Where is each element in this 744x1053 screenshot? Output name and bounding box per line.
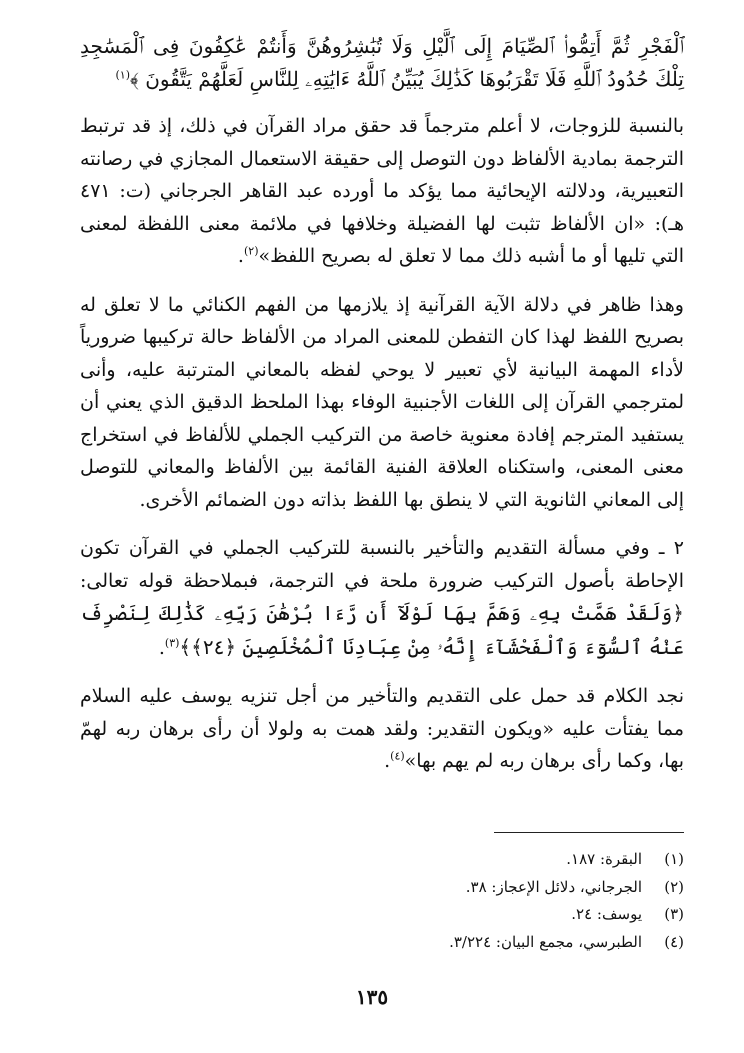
footnote-item — [84, 901, 684, 929]
footnote-text: الطبرسي، مجمع البيان: ٣/٢٢٤. — [449, 932, 642, 951]
footnote-text: الجرجاني، دلائل الإعجاز: ٣٨. — [465, 877, 642, 896]
footnote-number: (٢) — [664, 877, 684, 896]
paragraph-3: ٢ ـ وفي مسألة التقديم والتأخير بالنسبة للتركيب الجملي في القرآن تكون الإحاطة بأصول التركيب ضرورة ملحة في الترجمة، فبملاحظة قوله تعالى: ﴿وَلَقَدْ هَمَّتْ بِهِۦ وَهَمَّ بِهَا لَوْلَآ أَن رَّءَا بُرْهَٰنَ رَبِّهِۦ كَذَٰلِكَ لِنَصْرِفَ عَنْهُ ٱلسُّوٓءَ وَٱلْفَحْشَآءَ إِنَّهُۥ مِنْ عِبَادِنَا ٱلْمُخْلَصِينَ ﴿٢٤﴾﴾$^{(٣)}$. — [80, 537, 684, 659]
footnote-ref-1[interactable]: (١) — [115, 68, 130, 82]
footnote-ref-2[interactable]: (٢) — [243, 244, 259, 258]
paragraph-4: نجد الكلام قد حمل على التقديم والتأخير من أجل تنزيه يوسف عليه السلام مما يفتأت عليه «ويكون التقدير: ولقد همت به ولولا أن رأى برهان ربه لهمّ بها، وكما رأى برهان ربه لم يهم بها»$^{(٤)}$. — [80, 685, 684, 772]
footnote-item — [84, 846, 684, 874]
footnote-ref-3[interactable]: (٣) — [164, 636, 180, 650]
paragraph-1: بالنسبة للزوجات، لا أعلم مترجماً قد حقق مراد القرآن في ذلك، إذ قد ترتبط الترجمة بمادية الألفاظ دون التوصل إلى حقيقة الاستعمال المجازي في رصانته التعبيرية، ودلالته الإيحائية مما يؤكد ما أورده عبد القاهر الجرجاني (ت: ٤٧١ هـ): «ان الألفاظ تثبت لها الفضيلة وخلافها في ملائمة معنى اللفظة لمعنى التي تليها أو ما أشبه ذلك مما لا تعلق له بصريح اللفظ»$^{(٢)}$. — [80, 115, 684, 267]
footnote-text: يوسف: ٢٤. — [571, 905, 642, 923]
footnotes — [84, 846, 684, 956]
paragraph-1-text: بالنسبة للزوجات، لا أعلم مترجماً قد حقق مراد القرآن في ذلك، إذ قد ترتبط الترجمة بمادية الألفاظ دون التوصل إلى حقيقة الاستعمال المجازي في رصانته التعبيرية، ودلالته الإيحائية مما يؤكد ما أورده عبد القاهر الجرجاني (ت: ٤٧١ هـ): «ان الألفاظ تثبت لها الفضيلة وخلافها في ملائمة معنى اللفظة لمعنى التي تليها أو ما أشبه ذلك مما لا تعلق له بصريح اللفظ» — [80, 115, 684, 267]
footnote-number: (٤) — [664, 932, 684, 951]
footnote-item — [84, 874, 684, 902]
footnote-number: (٣) — [664, 905, 684, 923]
footnote-divider — [494, 832, 684, 833]
footnote-item — [84, 929, 684, 957]
paragraph-4-text: نجد الكلام قد حمل على التقديم والتأخير من أجل تنزيه يوسف عليه السلام مما يفتأت عليه «ويكون التقدير: ولقد همت به ولولا أن رأى برهان ربه لهمّ بها، وكما رأى برهان ربه لم يهم بها» — [80, 685, 684, 772]
page-number: ١٣٥ — [355, 985, 389, 1009]
paragraph-2-text: وهذا ظاهر في دلالة الآية القرآنية إذ يلازمها من الفهم الكنائي ما لا تعلق له بصريح اللفظ لهذا كان التفطن للمعنى المراد من الألفاظ حالة تركيبها ضرورياً لأداء المهمة البيانية لأي تعبير لا يوحي لفظه بالمعاني المترتبة عليه، وأنى لمترجمي القرآن إلى اللغات الأجنبية الوفاء بهذا الملحظ الدقيق الذي يعني أن يستفيد المترجم إفادة معنوية خاصة من التركيب الجملي للألفاظ في استخراج معنى المعنى، واستكناه العلاقة الفنية القائمة بين الألفاظ والمعاني للتوصل إلى المعاني الثانوية التي لا ينطق بها اللفظ بذاته دون الضمائم الأخرى. — [80, 293, 684, 511]
paragraph-2 — [80, 289, 684, 517]
footnote-ref-4[interactable]: (٤) — [390, 749, 405, 763]
quran-verse-yusuf: ﴿وَلَقَدْ هَمَّتْ بِهِۦ وَهَمَّ بِهَا لَوْلَآ أَن رَّءَا بُرْهَٰنَ رَبِّهِۦ كَذَٰلِكَ لِنَصْرِفَ عَنْهُ ٱلسُّوٓءَ وَٱلْفَحْشَآءَ إِنَّهُۥ مِنْ عِبَادِنَا ٱلْمُخْلَصِينَ ﴿٢٤﴾﴾ — [80, 601, 684, 659]
footnote-text: البقرة: ١٨٧. — [566, 850, 642, 868]
verse-top-text: ٱلْفَجْرِ ثُمَّ أَتِمُّوا۟ ٱلصِّيَامَ إِلَى ٱلَّيْلِ وَلَا تُبَٰشِرُوهُنَّ وَأَنتُمْ عَٰكِفُونَ فِى ٱلْمَسَٰجِدِ تِلْكَ حُدُودُ ٱللَّهِ فَلَا تَقْرَبُوهَا كَذَٰلِكَ يُبَيِّنُ ٱللَّهُ ءَايَٰتِهِۦ لِلنَّاسِ لَعَلَّهُمْ يَتَّقُونَ ﴾ — [80, 34, 684, 91]
page-body — [80, 30, 684, 778]
paragraph-3-text: ٢ ـ وفي مسألة التقديم والتأخير بالنسبة للتركيب الجملي في القرآن تكون الإحاطة بأصول التركيب ضرورة ملحة في الترجمة، فبملاحظة قوله تعالى: — [80, 537, 684, 592]
footnote-number: (١) — [664, 850, 684, 868]
quran-verse-top — [80, 30, 684, 96]
